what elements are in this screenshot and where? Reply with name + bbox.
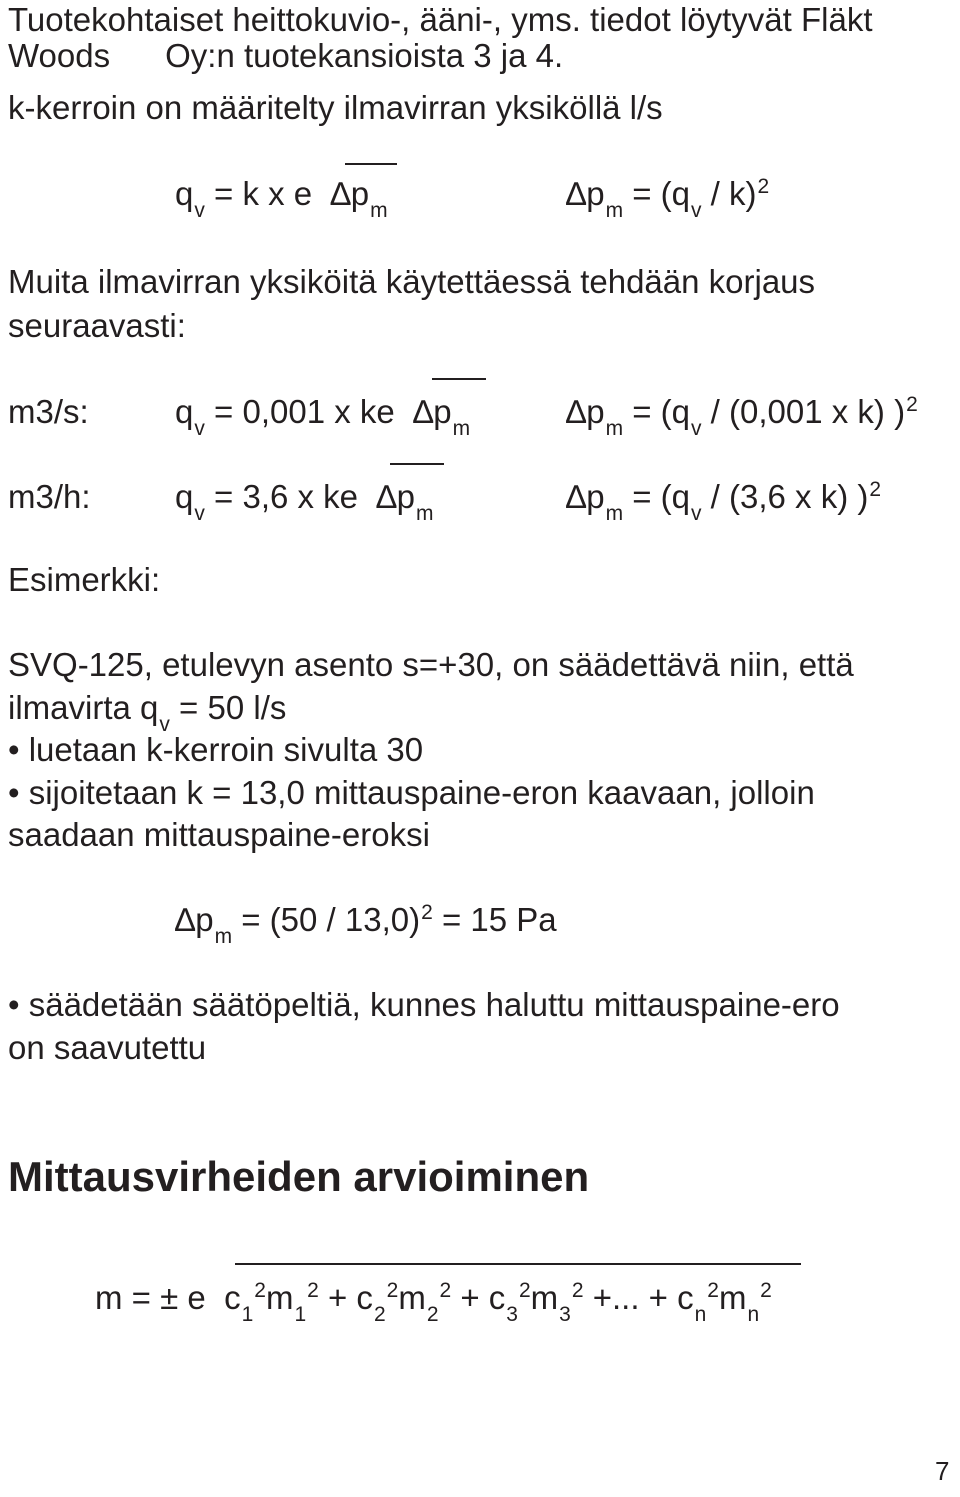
example-line-2: ilmavirta $q_v = 50$ l/s — [8, 689, 287, 736]
root-vinculum — [235, 1263, 801, 1265]
example-bullet-1: • luetaan k-kerroin sivulta 30 — [8, 731, 424, 768]
formula-flow-base: $q_v = k$ x e $\Delta p_m$ — [175, 175, 388, 222]
example-line-7: on saavutettu — [8, 1029, 207, 1066]
formula-pressure-base: $\Delta p_m = (q_v / k)^2$ — [566, 175, 770, 222]
m3h-label: m3/h: — [8, 478, 91, 515]
formula-pressure-m3s: $\Delta p_m = (q_v / (0,001$ x k) )$^2$ — [566, 393, 918, 440]
example-line-5: saadaan mittauspaine-eroksi — [8, 816, 430, 853]
example-bullet-2: • sijoitetaan k = 13,0 mittauspaine-eron kaavaan, jolloin — [8, 774, 815, 811]
section-heading: Mittausvirheiden arvioiminen — [8, 1153, 590, 1200]
correction-line-2: seuraavasti: — [8, 307, 186, 344]
example-line-1: SVQ-125, etulevyn asento s=+30, on säädettävä niin, että — [8, 646, 854, 683]
intro-line-2: Woods Oy:n tuotekansioista 3 ja 4. — [8, 37, 564, 74]
intro-line-3: k-kerroin on määritelty ilmavirran yksiköllä l/s — [8, 89, 663, 126]
example-bullet-3: • säädetään säätöpeltiä, kunnes haluttu mittauspaine-ero — [8, 986, 840, 1023]
error-formula: m = ± e $c_1^2m_1^2 + c_2^2m_2^2 + c_3^2m_3^2$ +... + $c_n^2m_n^2$ — [95, 1279, 772, 1326]
intro-line-1: Tuotekohtaiset heittokuvio-, ääni-, yms. tiedot löytyvät Fläkt — [8, 1, 873, 38]
page-number: 7 — [935, 1456, 950, 1486]
m3s-label: m3/s: — [8, 393, 89, 430]
root-vinculum — [432, 378, 486, 380]
root-vinculum — [390, 463, 444, 465]
formula-pressure-m3h: $\Delta p_m = (q_v / (3,6$ x k) )$^2$ — [566, 478, 882, 525]
example-calculation: $\Delta p_m = (50 / 13,0)^2 = 15$ Pa — [175, 901, 557, 948]
formula-flow-m3h: $q_v = 3,6$ x ke $\Delta p_m$ — [175, 478, 434, 525]
example-label: Esimerkki: — [8, 561, 161, 598]
correction-line-1: Muita ilmavirran yksiköitä käytettäessä tehdään korjaus — [8, 263, 816, 300]
formula-flow-m3s: $q_v = 0,001$ x ke $\Delta p_m$ — [175, 393, 471, 440]
root-vinculum — [345, 163, 397, 165]
